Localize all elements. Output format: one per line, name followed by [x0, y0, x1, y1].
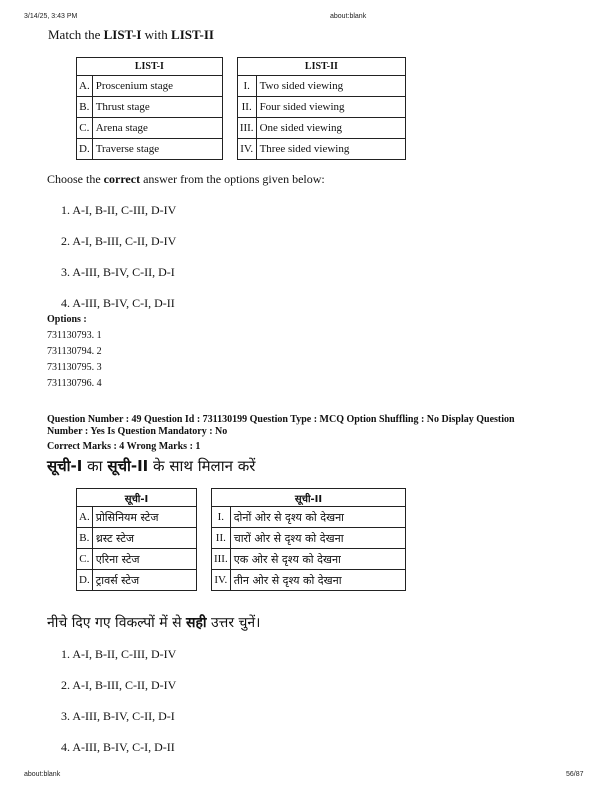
- choose-bold: correct: [103, 172, 141, 186]
- option-id: 731130796. 4: [47, 378, 102, 389]
- table-spacer: [196, 507, 211, 528]
- instruction-text: का: [82, 457, 108, 475]
- choose-bold: सही: [186, 615, 207, 631]
- instruction-list2: सूची-II: [107, 457, 149, 475]
- choose-instruction-hindi: [47, 613, 260, 632]
- table-row: [77, 139, 406, 160]
- row-value: एक ओर से दृश्य को देखना: [230, 549, 405, 570]
- table-row: [77, 76, 406, 97]
- row-value: Three sided viewing: [256, 139, 405, 160]
- row-key: B.: [77, 97, 93, 118]
- table-row: [77, 118, 406, 139]
- question-49-meta-line2: Number : Yes Is Question Mandatory : No: [47, 426, 228, 437]
- match-table-hindi: [76, 488, 406, 591]
- list1-header: सूची-I: [77, 489, 197, 507]
- table-spacer: [222, 58, 237, 76]
- table-spacer: [196, 570, 211, 591]
- instruction-list1: सूची-I: [47, 457, 83, 475]
- match-table-english: [76, 57, 406, 160]
- table-row: [77, 507, 406, 528]
- table-row: [77, 97, 406, 118]
- list2-header: LIST-II: [237, 58, 405, 76]
- row-key: C.: [77, 549, 93, 570]
- row-value: Arena stage: [92, 118, 222, 139]
- row-key: III.: [237, 118, 256, 139]
- instruction-list2: LIST-II: [171, 27, 214, 42]
- row-value: Two sided viewing: [256, 76, 405, 97]
- table-spacer: [222, 97, 237, 118]
- instruction-text-end: के साथ मिलान करें: [148, 457, 256, 475]
- row-value: प्रोसिनियम स्टेज: [92, 507, 196, 528]
- row-key: I.: [237, 76, 256, 97]
- row-key: D.: [77, 570, 93, 591]
- question-48-instruction: [48, 27, 214, 43]
- choose-text-end: answer from the options given below:: [140, 172, 325, 186]
- choose-text: नीचे दिए गए विकल्पों में से: [47, 615, 186, 631]
- row-key: III.: [211, 549, 230, 570]
- row-value: Traverse stage: [92, 139, 222, 160]
- answer-option-1: 1. A-I, B-II, C-III, D-IV: [61, 647, 177, 661]
- table-row: [77, 528, 406, 549]
- option-id: 731130795. 3: [47, 362, 102, 373]
- row-value: चारों ओर से दृश्य को देखना: [230, 528, 405, 549]
- table-spacer: [196, 489, 211, 507]
- row-value: Four sided viewing: [256, 97, 405, 118]
- table-spacer: [196, 549, 211, 570]
- row-key: II.: [237, 97, 256, 118]
- row-key: I.: [211, 507, 230, 528]
- row-key: IV.: [211, 570, 230, 591]
- print-url: about:blank: [330, 13, 367, 20]
- row-value: एरिना स्टेज: [92, 549, 196, 570]
- row-key: C.: [77, 118, 93, 139]
- choose-text-end: उत्तर चुनें।: [206, 615, 261, 631]
- row-value: Thrust stage: [92, 97, 222, 118]
- answer-option-3: 3. A-III, B-IV, C-II, D-I: [61, 265, 175, 279]
- choose-text: Choose the: [47, 172, 104, 186]
- question-49-instruction: [47, 456, 255, 476]
- row-key: IV.: [237, 139, 256, 160]
- table-spacer: [196, 528, 211, 549]
- table-row: [77, 570, 406, 591]
- row-value: तीन ओर से दृश्य को देखना: [230, 570, 405, 591]
- row-value: One sided viewing: [256, 118, 405, 139]
- answer-option-4: 4. A-III, B-IV, C-I, D-II: [61, 296, 175, 310]
- page-number: 56/87: [566, 771, 584, 778]
- row-key: A.: [77, 76, 93, 97]
- table-spacer: [222, 139, 237, 160]
- choose-instruction: [47, 172, 325, 187]
- row-value: Proscenium stage: [92, 76, 222, 97]
- row-key: A.: [77, 507, 93, 528]
- print-datetime: 3/14/25, 3:43 PM: [24, 13, 78, 20]
- answer-option-2: 2. A-I, B-III, C-II, D-IV: [61, 678, 177, 692]
- option-id: 731130793. 1: [47, 330, 102, 341]
- row-value: ट्रावर्स स्टेज: [92, 570, 196, 591]
- instruction-text: Match the: [48, 27, 104, 42]
- table-spacer: [222, 118, 237, 139]
- answer-option-1: 1. A-I, B-II, C-III, D-IV: [61, 203, 177, 217]
- footer-url: about:blank: [24, 771, 61, 778]
- row-key: II.: [211, 528, 230, 549]
- row-key: B.: [77, 528, 93, 549]
- instruction-text-mid: with: [141, 27, 172, 42]
- question-49-meta-line1: Question Number : 49 Question Id : 731130199 Question Type : MCQ Option Shuffling : No Display Question: [47, 414, 515, 425]
- option-id: 731130794. 2: [47, 346, 102, 357]
- table-spacer: [222, 76, 237, 97]
- list1-header: LIST-I: [77, 58, 223, 76]
- answer-option-3: 3. A-III, B-IV, C-II, D-I: [61, 709, 175, 723]
- table-row: [77, 549, 406, 570]
- row-value: थ्रस्ट स्टेज: [92, 528, 196, 549]
- list2-header: सूची-II: [211, 489, 405, 507]
- answer-option-4: 4. A-III, B-IV, C-I, D-II: [61, 740, 175, 754]
- instruction-list1: LIST-I: [103, 27, 142, 42]
- question-49-meta-line3: Correct Marks : 4 Wrong Marks : 1: [47, 441, 201, 452]
- row-key: D.: [77, 139, 93, 160]
- options-label: Options :: [47, 314, 87, 325]
- row-value: दोनों ओर से दृश्य को देखना: [230, 507, 405, 528]
- answer-option-2: 2. A-I, B-III, C-II, D-IV: [61, 234, 177, 248]
